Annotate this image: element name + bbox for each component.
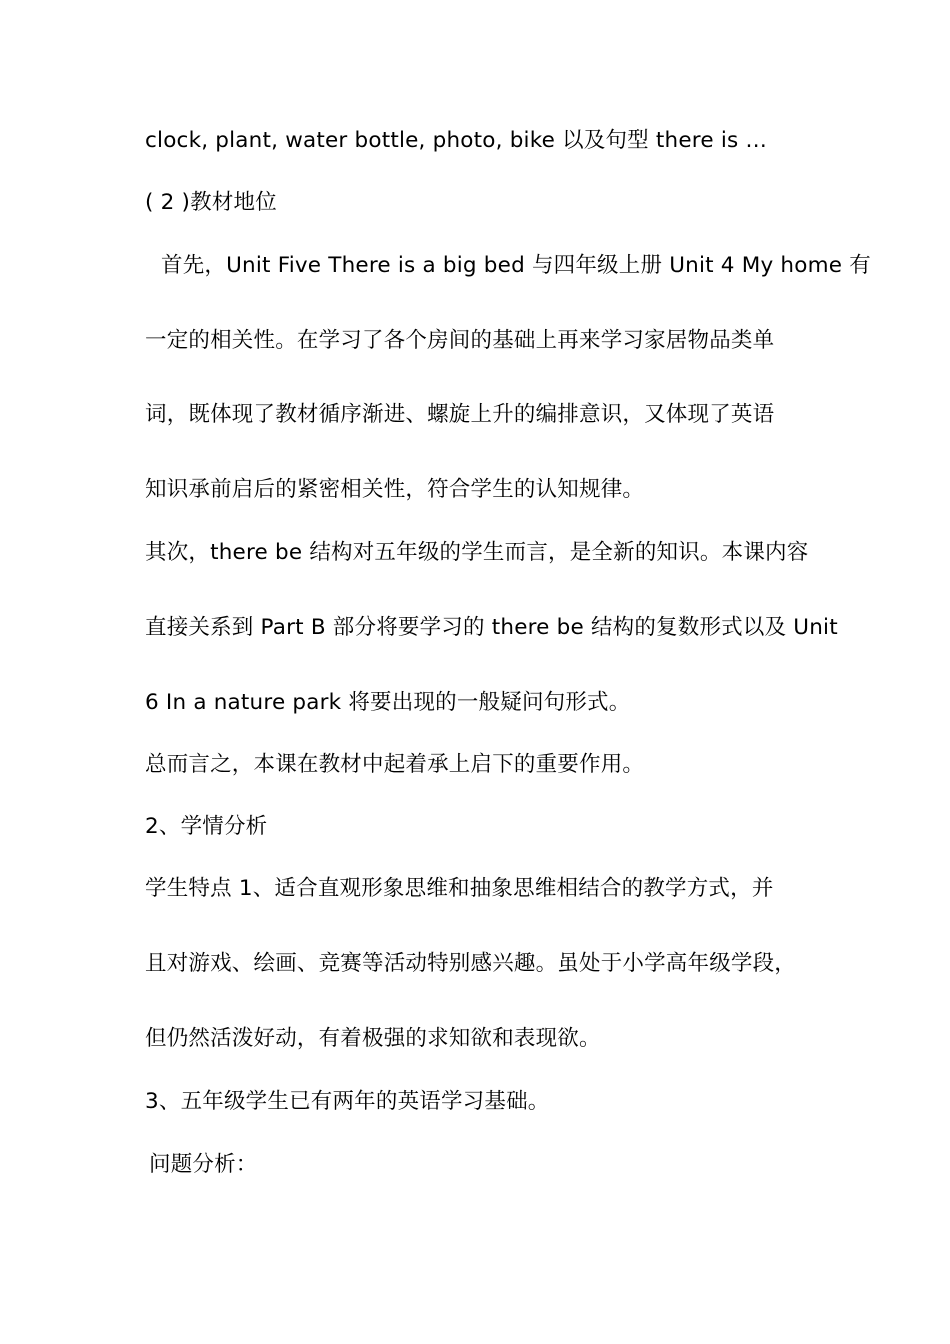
text-line-student-traits-2: 且对游戏、绘画、竞赛等活动特别感兴趣。虽处于小学高年级学段，: [145, 951, 797, 976]
text-line-summary: 总而言之，本课在教材中起着承上启下的重要作用。: [145, 752, 645, 777]
text-line-second-paragraph-3: 6 In a nature park 将要出现的一般疑问句形式。: [145, 690, 631, 715]
text-line-student-traits-1: 学生特点 1、适合直观形象思维和抽象思维相结合的教学方式，并: [145, 876, 774, 901]
text-line-second-paragraph-1: 其次，there be 结构对五年级的学生而言，是全新的知识。本课内容: [145, 540, 809, 565]
text-line-second-paragraph-2: 直接关系到 Part B 部分将要学习的 there be 结构的复数形式以及 Unit: [145, 615, 838, 640]
heading-textbook-position: ( 2 )教材地位: [145, 190, 277, 215]
text-line-first-paragraph-1: 首先，Unit Five There is a big bed 与四年级上册 Unit 4 My home 有: [161, 253, 871, 278]
heading-student-analysis: 2、学情分析: [145, 814, 268, 839]
text-line-student-basis: 3、五年级学生已有两年的英语学习基础。: [145, 1089, 550, 1114]
text-line-student-traits-3: 但仍然活泼好动，有着极强的求知欲和表现欲。: [145, 1026, 601, 1051]
text-line-first-paragraph-2: 一定的相关性。在学习了各个房间的基础上再来学习家居物品类单: [145, 328, 775, 353]
text-line-first-paragraph-3: 词，既体现了教材循序渐进、螺旋上升的编排意识，又体现了英语: [145, 402, 775, 427]
heading-problem-analysis: 问题分析：: [149, 1152, 258, 1177]
text-line-first-paragraph-4: 知识承前启后的紧密相关性，符合学生的认知规律。: [145, 477, 645, 502]
text-line-vocabulary: clock, plant, water bottle, photo, bike 以及句型 there is …: [145, 128, 768, 153]
